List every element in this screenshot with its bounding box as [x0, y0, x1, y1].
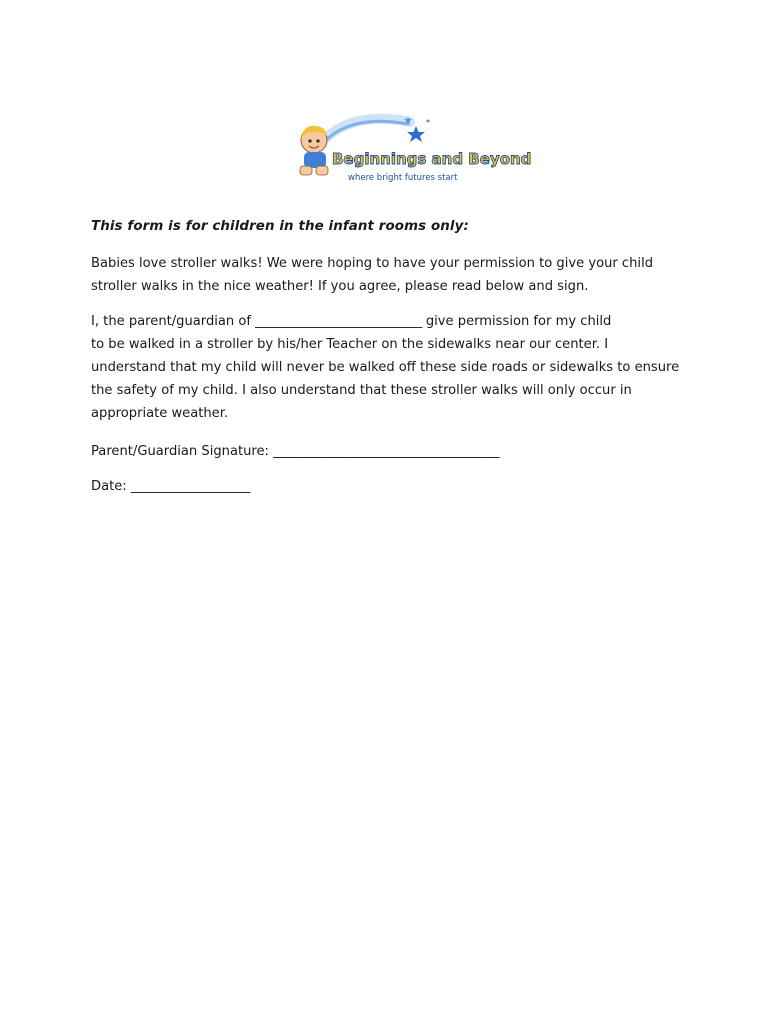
- signature-label: Parent/Guardian Signature:: [91, 444, 274, 459]
- child-name-field[interactable]: ____________________________: [255, 314, 422, 329]
- consent-line-1: [91, 310, 679, 333]
- intro-line-1: Babies love stroller walks! We were hoping to have your permission to give your child: [91, 256, 654, 271]
- date-field[interactable]: ____________________: [130, 479, 250, 494]
- consent-line-5: appropriate weather.: [91, 406, 229, 421]
- logo-brand-text: Beginnings and Beyond: [332, 150, 532, 168]
- date-label: Date:: [91, 479, 131, 494]
- consent-line-4: the safety of my child. I also understand that these stroller walks will only occur in: [91, 383, 632, 398]
- form-heading: This form is for children in the infant rooms only:: [91, 219, 469, 234]
- signature-field[interactable]: ______________________________________: [273, 444, 500, 459]
- date-row: [91, 475, 250, 498]
- consent-line-3: understand that my child will never be walked off these side roads or sidewalks to ensure: [91, 360, 680, 375]
- consent-paragraph: [91, 310, 679, 425]
- consent-prefix: I, the parent/guardian of: [91, 314, 256, 329]
- beginnings-and-beyond-logo: [292, 112, 532, 188]
- logo-tagline: where bright futures start: [348, 173, 458, 183]
- intro-line-2: stroller walks in the nice weather! If you agree, please read below and sign.: [91, 279, 589, 294]
- signature-row: [91, 440, 499, 463]
- consent-suffix: give permission for my child: [421, 314, 612, 329]
- intro-paragraph: [91, 252, 653, 298]
- consent-line-2: to be walked in a stroller by his/her Teacher on the sidewalks near our center. I: [91, 337, 609, 352]
